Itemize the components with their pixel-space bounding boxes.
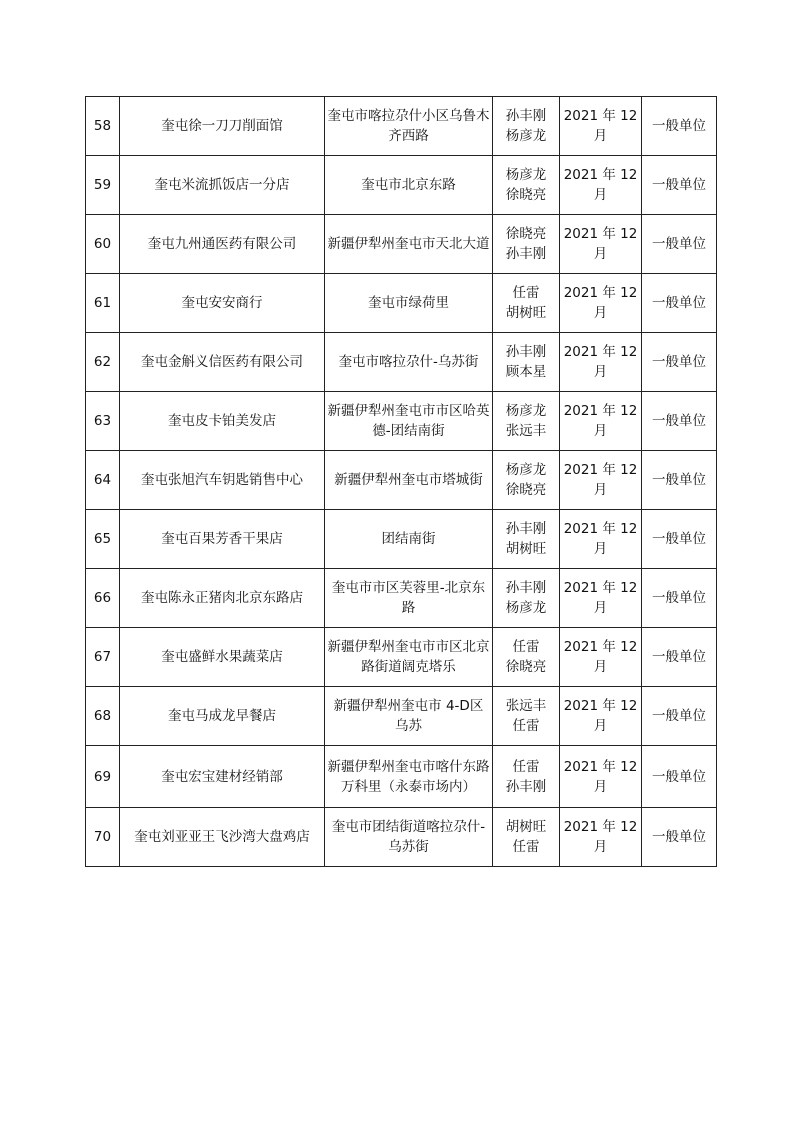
unit-address: 奎屯市绿荷里	[325, 274, 493, 333]
row-number: 58	[86, 97, 120, 156]
unit-name: 奎屯马成龙早餐店	[120, 687, 325, 746]
inspection-date: 2021 年 12 月	[560, 215, 642, 274]
inspection-date: 2021 年 12 月	[560, 687, 642, 746]
responsible-persons: 任雷 胡树旺	[493, 274, 560, 333]
row-number: 62	[86, 333, 120, 392]
responsible-persons: 杨彦龙 徐晓亮	[493, 156, 560, 215]
inspection-date: 2021 年 12 月	[560, 628, 642, 687]
inspection-date: 2021 年 12 月	[560, 274, 642, 333]
table-row	[86, 97, 717, 156]
row-number: 63	[86, 392, 120, 451]
table-row	[86, 274, 717, 333]
row-number: 59	[86, 156, 120, 215]
unit-address: 奎屯市团结街道喀拉尕什-乌苏街	[325, 808, 493, 867]
inspection-date: 2021 年 12 月	[560, 510, 642, 569]
unit-name: 奎屯皮卡铂美发店	[120, 392, 325, 451]
inspection-date: 2021 年 12 月	[560, 808, 642, 867]
unit-level: 一般单位	[642, 569, 717, 628]
unit-address: 新疆伊犁州奎屯市喀什东路万科里（永泰市场内）	[325, 746, 493, 808]
table-row	[86, 392, 717, 451]
responsible-persons: 杨彦龙 张远丰	[493, 392, 560, 451]
row-number: 60	[86, 215, 120, 274]
table-row	[86, 510, 717, 569]
responsible-persons: 任雷 孙丰刚	[493, 746, 560, 808]
unit-level: 一般单位	[642, 156, 717, 215]
unit-registry-table	[85, 96, 717, 867]
table-row	[86, 156, 717, 215]
unit-address: 新疆伊犁州奎屯市 4-D区乌苏	[325, 687, 493, 746]
unit-name: 奎屯米流抓饭店一分店	[120, 156, 325, 215]
inspection-date: 2021 年 12 月	[560, 746, 642, 808]
table-row	[86, 808, 717, 867]
unit-name: 奎屯金斛义信医药有限公司	[120, 333, 325, 392]
unit-address: 奎屯市北京东路	[325, 156, 493, 215]
unit-level: 一般单位	[642, 333, 717, 392]
unit-level: 一般单位	[642, 97, 717, 156]
inspection-date: 2021 年 12 月	[560, 451, 642, 510]
responsible-persons: 孙丰刚 顾本星	[493, 333, 560, 392]
row-number: 67	[86, 628, 120, 687]
unit-level: 一般单位	[642, 510, 717, 569]
unit-address: 新疆伊犁州奎屯市市区北京路街道阔克塔乐	[325, 628, 493, 687]
unit-level: 一般单位	[642, 392, 717, 451]
unit-level: 一般单位	[642, 808, 717, 867]
unit-level: 一般单位	[642, 628, 717, 687]
row-number: 65	[86, 510, 120, 569]
unit-name: 奎屯百果芳香干果店	[120, 510, 325, 569]
unit-name: 奎屯刘亚亚王飞沙湾大盘鸡店	[120, 808, 325, 867]
row-number: 70	[86, 808, 120, 867]
table-row	[86, 215, 717, 274]
row-number: 61	[86, 274, 120, 333]
row-number: 66	[86, 569, 120, 628]
unit-address: 奎屯市喀拉尕什-乌苏街	[325, 333, 493, 392]
responsible-persons: 孙丰刚 胡树旺	[493, 510, 560, 569]
responsible-persons: 杨彦龙 徐晓亮	[493, 451, 560, 510]
unit-level: 一般单位	[642, 451, 717, 510]
unit-name: 奎屯盛鲜水果蔬菜店	[120, 628, 325, 687]
responsible-persons: 徐晓亮 孙丰刚	[493, 215, 560, 274]
unit-name: 奎屯陈永正猪肉北京东路店	[120, 569, 325, 628]
table-row	[86, 628, 717, 687]
responsible-persons: 孙丰刚 杨彦龙	[493, 569, 560, 628]
inspection-date: 2021 年 12 月	[560, 333, 642, 392]
unit-address: 新疆伊犁州奎屯市市区哈英德-团结南街	[325, 392, 493, 451]
responsible-persons: 张远丰 任雷	[493, 687, 560, 746]
row-number: 69	[86, 746, 120, 808]
unit-address: 奎屯市市区芙蓉里-北京东路	[325, 569, 493, 628]
inspection-date: 2021 年 12 月	[560, 97, 642, 156]
inspection-date: 2021 年 12 月	[560, 569, 642, 628]
unit-address: 奎屯市喀拉尕什小区乌鲁木齐西路	[325, 97, 493, 156]
table-row	[86, 687, 717, 746]
table-row	[86, 746, 717, 808]
table-row	[86, 451, 717, 510]
unit-level: 一般单位	[642, 746, 717, 808]
unit-level: 一般单位	[642, 687, 717, 746]
responsible-persons: 任雷 徐晓亮	[493, 628, 560, 687]
row-number: 64	[86, 451, 120, 510]
unit-level: 一般单位	[642, 215, 717, 274]
unit-name: 奎屯张旭汽车钥匙销售中心	[120, 451, 325, 510]
unit-address: 团结南街	[325, 510, 493, 569]
unit-name: 奎屯安安商行	[120, 274, 325, 333]
table-row	[86, 333, 717, 392]
responsible-persons: 胡树旺 任雷	[493, 808, 560, 867]
unit-name: 奎屯徐一刀刀削面馆	[120, 97, 325, 156]
unit-level: 一般单位	[642, 274, 717, 333]
unit-address: 新疆伊犁州奎屯市塔城街	[325, 451, 493, 510]
table-row	[86, 569, 717, 628]
responsible-persons: 孙丰刚 杨彦龙	[493, 97, 560, 156]
row-number: 68	[86, 687, 120, 746]
unit-name: 奎屯宏宝建材经销部	[120, 746, 325, 808]
unit-address: 新疆伊犁州奎屯市天北大道	[325, 215, 493, 274]
inspection-date: 2021 年 12 月	[560, 392, 642, 451]
unit-name: 奎屯九州通医药有限公司	[120, 215, 325, 274]
inspection-date: 2021 年 12 月	[560, 156, 642, 215]
